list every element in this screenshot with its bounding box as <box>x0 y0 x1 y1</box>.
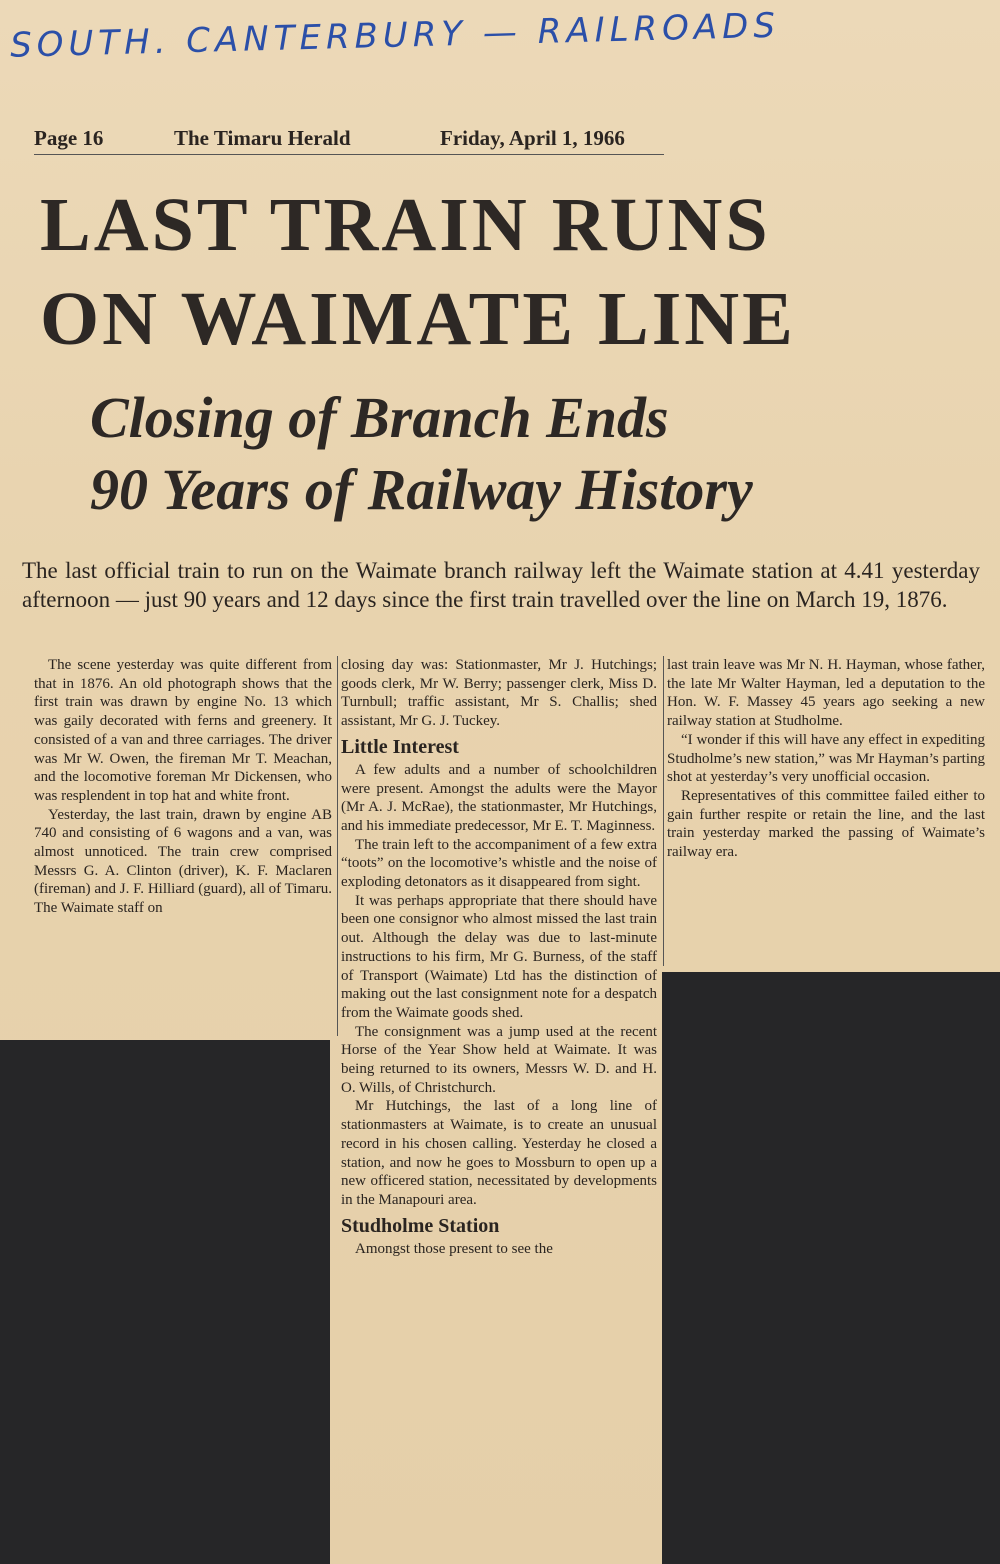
article-column-2 <box>341 656 657 1258</box>
paragraph: The scene yesterday was quite different from that in 1876. An old photograph shows that the first train was drawn by engine No. 13 which was gaily decorated with ferns and greenery. It consisted of a van and three carriages. The driver was Mr W. Owen, the fireman Mr T. Meachan, and the locomotive foreman Mr Dickensen, who was resplendent in top hat and white front. <box>34 657 332 804</box>
section-heading: Studholme Station <box>341 1214 500 1237</box>
paragraph: Representatives of this committee failed either to gain further respite or retain the line, and the last train yesterday marked the passing of Waimate’s railway era. <box>667 787 985 861</box>
paragraph: last train leave was Mr N. H. Hayman, whose father, the late Mr Walter Hayman, led a deputation to the Hon. W. F. Massey 45 years ago seeking a new railway station at Studholme. <box>667 657 985 730</box>
headline-line-2: ON WAIMATE LINE <box>40 277 796 361</box>
article-column-3 <box>667 656 985 862</box>
subheadline-line-1: Closing of Branch Ends <box>90 385 669 450</box>
headline <box>40 178 960 366</box>
paragraph: A few adults and a number of schoolchildren were present. Amongst the adults were the Mayor (Mr A. J. McRae), the stationmaster, Mr Hutchings, and his immediate predecessor, Mr E. T. Maginness. <box>341 761 657 834</box>
subheadline <box>90 382 970 526</box>
headline-line-1: LAST TRAIN RUNS <box>40 183 771 267</box>
paragraph: Yesterday, the last train, drawn by engine AB 740 and consisting of 6 wagons and a van, was almost unnoticed. The train crew comprised Messrs G. A. Clinton (driver), K. F. Maclaren (fireman) and J. F. Hilliard (guard), all of Timaru. The Waimate staff on <box>34 806 332 917</box>
scan-background-left <box>0 1040 330 1564</box>
masthead <box>34 122 664 155</box>
scan-background-right <box>662 972 1000 1564</box>
paragraph: closing day was: Stationmaster, Mr J. Hutchings; goods clerk, Mr W. Berry; passenger clerk, Miss D. Turnbull; traffic assistant, Mr S. Challis; shed assistant, Mr G. J. Tuckey. <box>341 657 657 730</box>
newspaper-name: The Timaru Herald <box>174 126 351 150</box>
paragraph: The train left to the accompaniment of a few extra “toots” on the locomotive’s whistle and the noise of exploding detonators as it disappeared from sight. <box>341 836 657 891</box>
publication-date: Friday, April 1, 1966 <box>440 126 625 150</box>
paragraph: The consignment was a jump used at the recent Horse of the Year Show held at Waimate. It was being returned to its owners, Messrs W. D. and H. O. Wills, of Christchurch. <box>341 1023 657 1096</box>
column-divider <box>337 656 338 1036</box>
paragraph: Mr Hutchings, the last of a long line of stationmasters at Waimate, is to create an unusual record in his chosen calling. Yesterday he closed a station, and now he goes to Mossburn to open up a new officered station, necessitated by developments in the Manapouri area. <box>341 1098 657 1208</box>
article-column-1 <box>34 656 332 918</box>
page-number: Page 16 <box>34 126 104 150</box>
section-heading: Little Interest <box>341 735 459 758</box>
paragraph: It was perhaps appropriate that there should have been one consignor who almost missed the last train out. Although the delay was due to last-minute instructions to his firm, Mr G. Burness, of the staff of Transport (Waimate) Ltd has the distinction of making out the last consignment note for a despatch from the Waimate goods shed. <box>341 892 657 1021</box>
paragraph: “I wonder if this will have any effect in expediting Studholme’s new station,” was Mr Hayman’s parting shot at yesterday’s very unofficial occasion. <box>667 731 985 786</box>
column-divider <box>663 656 664 966</box>
handwritten-note: SOUTH. CANTERBURY — RAILROADS <box>9 5 781 66</box>
subheadline-line-2: 90 Years of Railway History <box>90 457 753 522</box>
intro-paragraph: The last official train to run on the Waimate branch railway left the Waimate station at 4.41 yesterday afternoon — just 90 years and 12 days since the first train travelled over the line on March 19, 1876. <box>22 558 980 612</box>
paragraph: Amongst those present to see the <box>355 1240 553 1257</box>
